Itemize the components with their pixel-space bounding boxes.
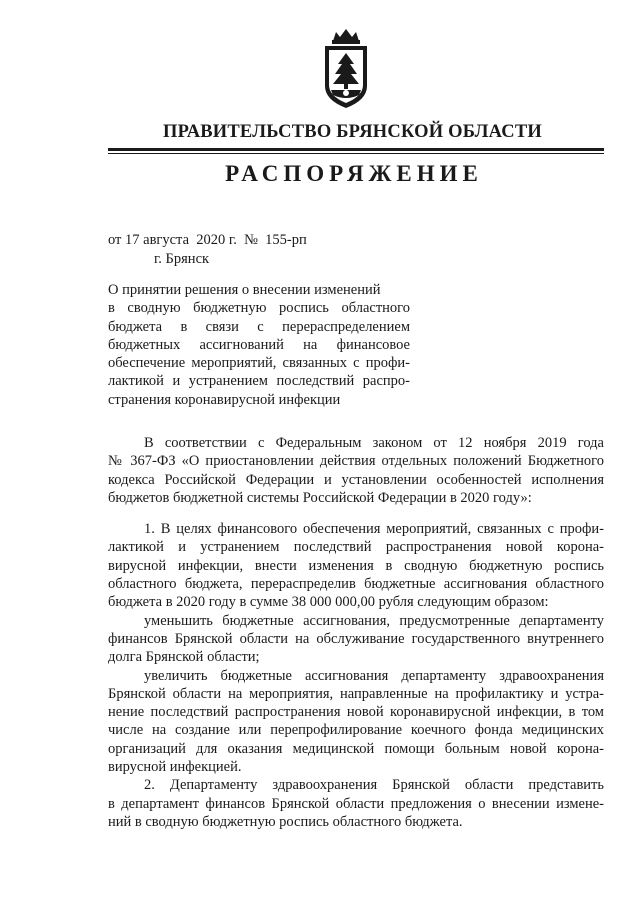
preamble-paragraph bbox=[108, 434, 604, 507]
text-line: 2. Департаменту здравоохранения Брянской области представить bbox=[144, 777, 604, 794]
text-line: кодекса Российской Федерации и установлении особенностей исполнения bbox=[108, 471, 604, 488]
text-line: № 367-ФЗ «О приостановлении действия отдельных положений Бюджетного bbox=[108, 453, 604, 470]
text-line: В соответствии с Федеральным законом от 12 ноября 2019 года bbox=[144, 435, 604, 451]
government-title: ПРАВИТЕЛЬСТВО БРЯНСКОЙ ОБЛАСТИ bbox=[162, 122, 542, 142]
item-2-paragraph bbox=[108, 776, 604, 831]
text-line: Брянской области на мероприятия, направленные на профилактику и устра- bbox=[108, 685, 604, 702]
subject-line: бюджета в связи с перераспределением bbox=[108, 318, 410, 335]
text-line: в департамент финансов Брянской области предложения о внесении измене- bbox=[108, 795, 604, 812]
subject-line: О принятии решения о внесении изменений bbox=[108, 282, 381, 298]
header-rule-thick bbox=[108, 148, 604, 151]
item-1-paragraph bbox=[108, 520, 604, 611]
coat-of-arms-emblem bbox=[319, 28, 373, 112]
text-line: областного бюджета, перераспределив бюджетные ассигнования областного bbox=[108, 576, 604, 593]
text-line: финансов Брянской области на обслуживание государственного внутреннего bbox=[108, 630, 604, 647]
text-line: нение последствий распространения новой коронавирусной инфекции, в том bbox=[108, 704, 604, 721]
text-line: 1. В целях финансового обеспечения мероприятий, связанных с профи- bbox=[144, 521, 604, 538]
city-line: г. Брянск bbox=[154, 251, 210, 267]
document-type-title: РАСПОРЯЖЕНИЕ bbox=[225, 161, 483, 186]
text-line: увеличить бюджетные ассигнования департаменту здравоохранения bbox=[144, 667, 604, 684]
text-line: бюджетов бюджетной системы Российской Федерации в 2020 году»: bbox=[108, 489, 532, 506]
increase-paragraph bbox=[108, 667, 604, 777]
subject-line: лактикой и устранением последствий распро- bbox=[108, 373, 410, 390]
document-body bbox=[108, 434, 604, 831]
text-line: долга Брянской области; bbox=[108, 649, 260, 666]
text-line: организаций для оказания медицинской помощи больным новой корона- bbox=[108, 740, 604, 757]
text-line: уменьшить бюджетные ассигнования, предусмотренные департаменту bbox=[144, 612, 604, 629]
date-number-line: от 17 августа 2020 г. № 155-рп bbox=[108, 232, 307, 248]
text-line: вирусной инфекции, внести изменения в сводную бюджетную роспись bbox=[108, 557, 604, 574]
text-line: числе на создание или перепрофилирование коечного фонда медицинских bbox=[108, 722, 604, 739]
text-line: ний в сводную бюджетную роспись областного бюджета. bbox=[108, 813, 463, 830]
text-line: вирусной инфекцией. bbox=[108, 759, 242, 776]
header-rule-thin bbox=[108, 153, 604, 154]
subject-line: обеспечение мероприятий, связанных с профи- bbox=[108, 355, 410, 372]
text-line: бюджета в 2020 году в сумме 38 000 000,00 рубля следующим образом: bbox=[108, 594, 549, 611]
text-line: лактикой и устранением последствий распространения новой корона- bbox=[108, 539, 604, 556]
reduce-paragraph bbox=[108, 612, 604, 667]
subject-block bbox=[108, 281, 410, 409]
subject-line: в сводную бюджетную роспись областного bbox=[108, 300, 410, 317]
subject-line: бюджетных ассигнований на финансовое bbox=[108, 336, 410, 353]
subject-line: странения коронавирусной инфекции bbox=[108, 391, 341, 408]
